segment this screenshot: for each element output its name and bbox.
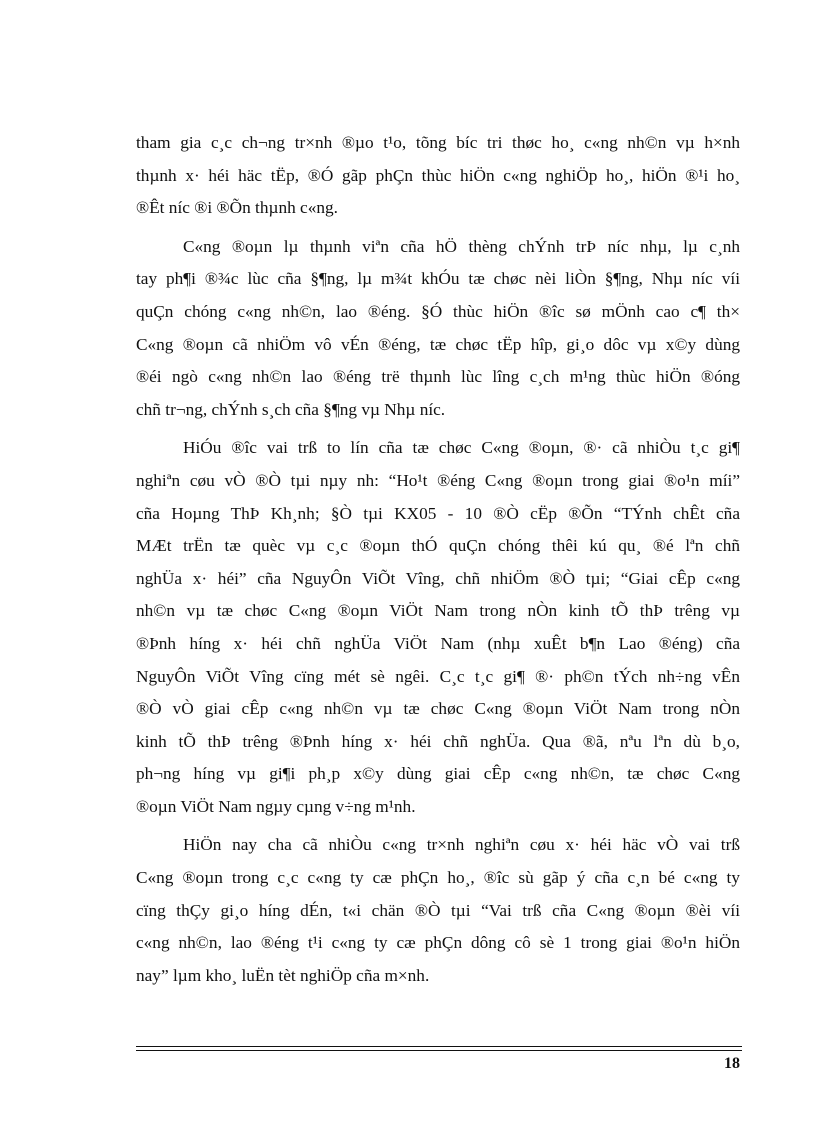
text-line: NguyÔn ViÕt Vîng cïng mét sè ngêi. C¸c t¸c gi¶ ®· ph©n tÝch nh÷ng vÊn bbox=[136, 666, 740, 686]
page-number: 18 bbox=[724, 1055, 740, 1072]
text-line: nh©n vµ tæ chøc C«ng ®oµn ViÖt Nam trong nÒn kinh tÕ thÞ trêng vµ bbox=[136, 601, 740, 621]
text-line: c«ng nh©n, lao ®éng t¹i c«ng ty cæ phÇn dông cô sè 1 trong giai ®o¹n hiÖn bbox=[136, 933, 740, 953]
text-line: ®Þnh híng x· héi chñ nghÜa ViÖt Nam (nhµ xuÊt b¶n Lao ®éng) cña bbox=[136, 633, 740, 653]
text-line: HiÓu ®îc vai trß to lín cña tæ chøc C«ng ®oµn, ®· cã nhiÒu t¸c gi¶ bbox=[183, 438, 740, 458]
footer-divider-thin bbox=[136, 1050, 742, 1051]
paragraph-2 bbox=[136, 231, 740, 427]
text-line: chñ tr¬ng, chÝnh s¸ch cña §¶ng vµ Nhµ níc. bbox=[136, 399, 446, 419]
text-line: thµnh x· héi häc tËp, ®Ó gãp phÇn thùc hiÖn c«ng nghiÖp ho¸, hiÖn ®¹i ho¸ bbox=[136, 165, 740, 185]
text-line: C«ng ®oµn trong c¸c c«ng ty cæ phÇn ho¸, ®îc sù gãp ý cña c¸n bé c«ng ty bbox=[136, 868, 740, 888]
text-line: C«ng ®oµn lµ thµnh viªn cña hÖ thèng chÝnh trÞ níc nhµ, lµ c¸nh bbox=[183, 236, 740, 256]
text-line: ®Êt níc ®i ®Õn thµnh c«ng. bbox=[136, 198, 338, 218]
text-line: cña Hoµng ThÞ Kh¸nh; §Ò tµi KX05 - 10 ®Ò cËp ®Õn “TÝnh chÊt cña bbox=[136, 503, 740, 523]
footer-divider bbox=[136, 1046, 742, 1047]
text-line: quÇn chóng c«ng nh©n, lao ®éng. §Ó thùc hiÖn ®îc sø mÖnh cao c¶ th× bbox=[136, 301, 740, 321]
body-text bbox=[136, 127, 740, 998]
text-line: kinh tÕ thÞ trêng ®Þnh híng x· héi chñ nghÜa. Qua ®ã, nªu lªn dù b¸o, bbox=[136, 731, 740, 751]
text-line: nay” lµm kho¸ luËn tèt nghiÖp cña m×nh. bbox=[136, 965, 430, 985]
text-line: ®Ò vÒ giai cÊp c«ng nh©n vµ tæ chøc C«ng ®oµn ViÖt Nam trong nÒn bbox=[136, 699, 740, 719]
paragraph-4 bbox=[136, 829, 740, 992]
text-line: C«ng ®oµn cã nhiÖm vô vÉn ®éng, tæ chøc tËp hîp, gi¸o dôc vµ x©y dùng bbox=[136, 334, 740, 354]
text-line: tham gia c¸c ch¬ng tr×nh ®µo t¹o, tõng bíc tri thøc ho¸ c«ng nh©n vµ h×nh bbox=[136, 133, 740, 152]
text-line: cïng thÇy gi¸o híng dÉn, t«i chän ®Ò tµi “Vai trß cña C«ng ®oµn ®èi víi bbox=[136, 900, 740, 920]
text-line: HiÖn nay cha cã nhiÒu c«ng tr×nh nghiªn cøu x· héi häc vÒ vai trß bbox=[183, 835, 740, 855]
text-line: ®oµn ViÖt Nam ngµy cµng v÷ng m¹nh. bbox=[136, 796, 416, 816]
text-line: nghÜa x· héi” cña NguyÔn ViÕt Vîng, chñ nhiÖm ®Ò tµi; “Giai cÊp c«ng bbox=[136, 568, 740, 588]
text-line: MÆt trËn tæ quèc vµ c¸c ®oµn thÓ quÇn chóng thêi kú qu¸ ®é lªn chñ bbox=[136, 536, 740, 556]
text-line: ®éi ngò c«ng nh©n lao ®éng trë thµnh lùc lîng c¸ch m¹ng thùc hiÖn ®óng bbox=[136, 367, 740, 387]
paragraph-3 bbox=[136, 432, 740, 823]
text-line: ph¬ng híng vµ gi¶i ph¸p x©y dùng giai cÊp c«ng nh©n, tæ chøc C«ng bbox=[136, 764, 740, 784]
text-line: tay ph¶i ®¾c lùc cña §¶ng, lµ m¾t khÓu tæ chøc nèi liÒn §¶ng, Nhµ níc víi bbox=[136, 269, 740, 289]
paragraph-1 bbox=[136, 127, 740, 225]
text-line: nghiªn cøu vÒ ®Ò tµi nµy nh: “Ho¹t ®éng C«ng ®oµn trong giai ®o¹n míi” bbox=[136, 470, 740, 490]
